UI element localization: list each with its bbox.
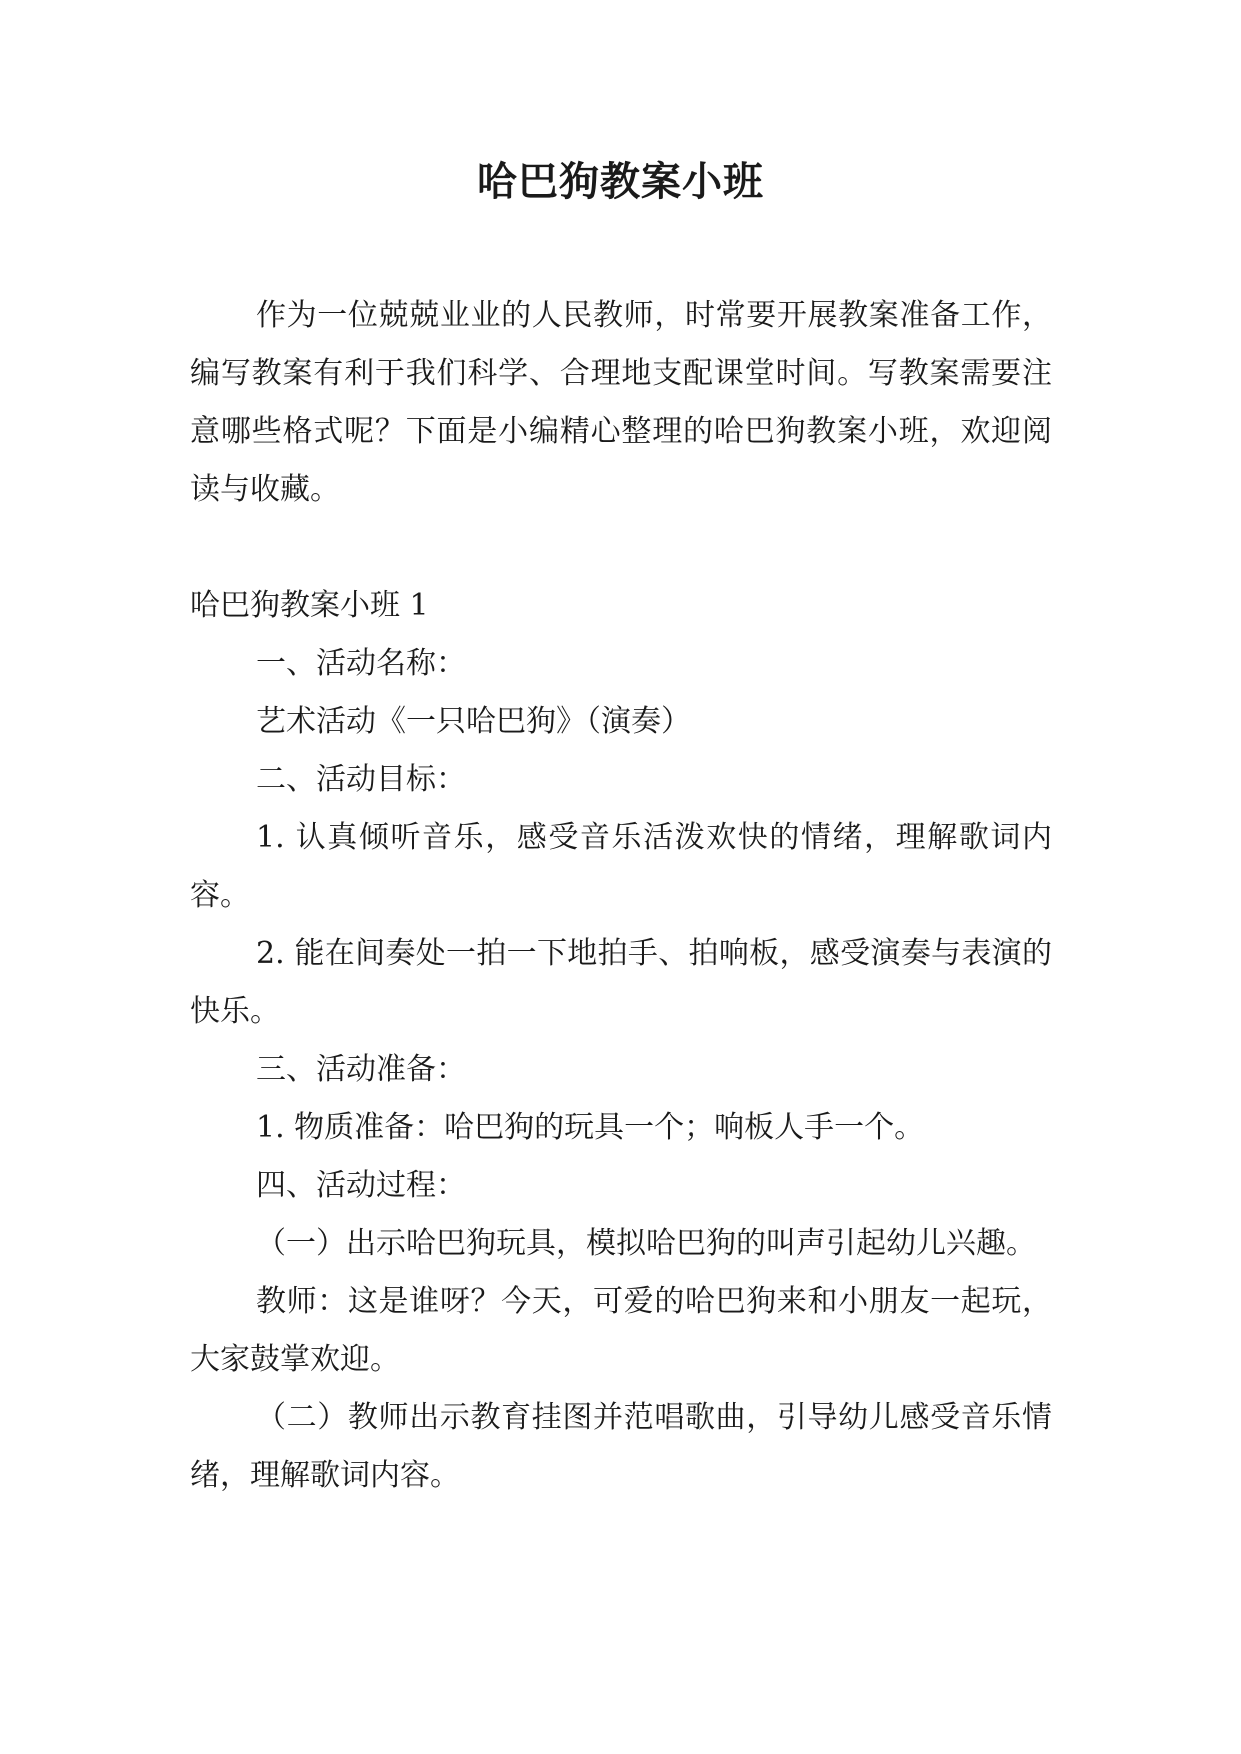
document-body [190, 287, 1052, 1505]
section-heading: 哈巴狗教案小班 1 [190, 588, 429, 623]
activity-name-heading: 一、活动名称： [256, 646, 466, 681]
process-step-1: （一）出示哈巴狗玩具，模拟哈巴狗的叫声引起幼儿兴趣。 [256, 1226, 1036, 1261]
activity-goals-heading: 二、活动目标： [256, 762, 466, 797]
activity-name-text: 艺术活动《一只哈巴狗》（演奏） [256, 704, 691, 739]
goal-item-1: 1. 认真倾听音乐，感受音乐活泼欢快的情绪，理解歌词内容。 [190, 820, 1052, 913]
teacher-dialogue: 教师：这是谁呀？今天，可爱的哈巴狗来和小朋友一起玩，大家鼓掌欢迎。 [190, 1284, 1052, 1377]
activity-process-heading: 四、活动过程： [256, 1168, 466, 1203]
goal-item-2: 2. 能在间奏处一拍一下地拍手、拍响板，感受演奏与表演的快乐。 [190, 936, 1052, 1029]
document-title: 哈巴狗教案小班 [477, 159, 764, 205]
preparation-item-1: 1. 物质准备：哈巴狗的玩具一个；响板人手一个。 [256, 1110, 925, 1145]
intro-paragraph: 作为一位兢兢业业的人民教师，时常要开展教案准备工作，编写教案有利于我们科学、合理地支配课堂时间。写教案需要注意哪些格式呢？下面是小编精心整理的哈巴狗教案小班，欢迎阅读与收藏。 [190, 298, 1052, 507]
activity-preparation-heading: 三、活动准备： [256, 1052, 466, 1087]
process-step-2: （二）教师出示教育挂图并范唱歌曲，引导幼儿感受音乐情绪，理解歌词内容。 [190, 1400, 1052, 1493]
